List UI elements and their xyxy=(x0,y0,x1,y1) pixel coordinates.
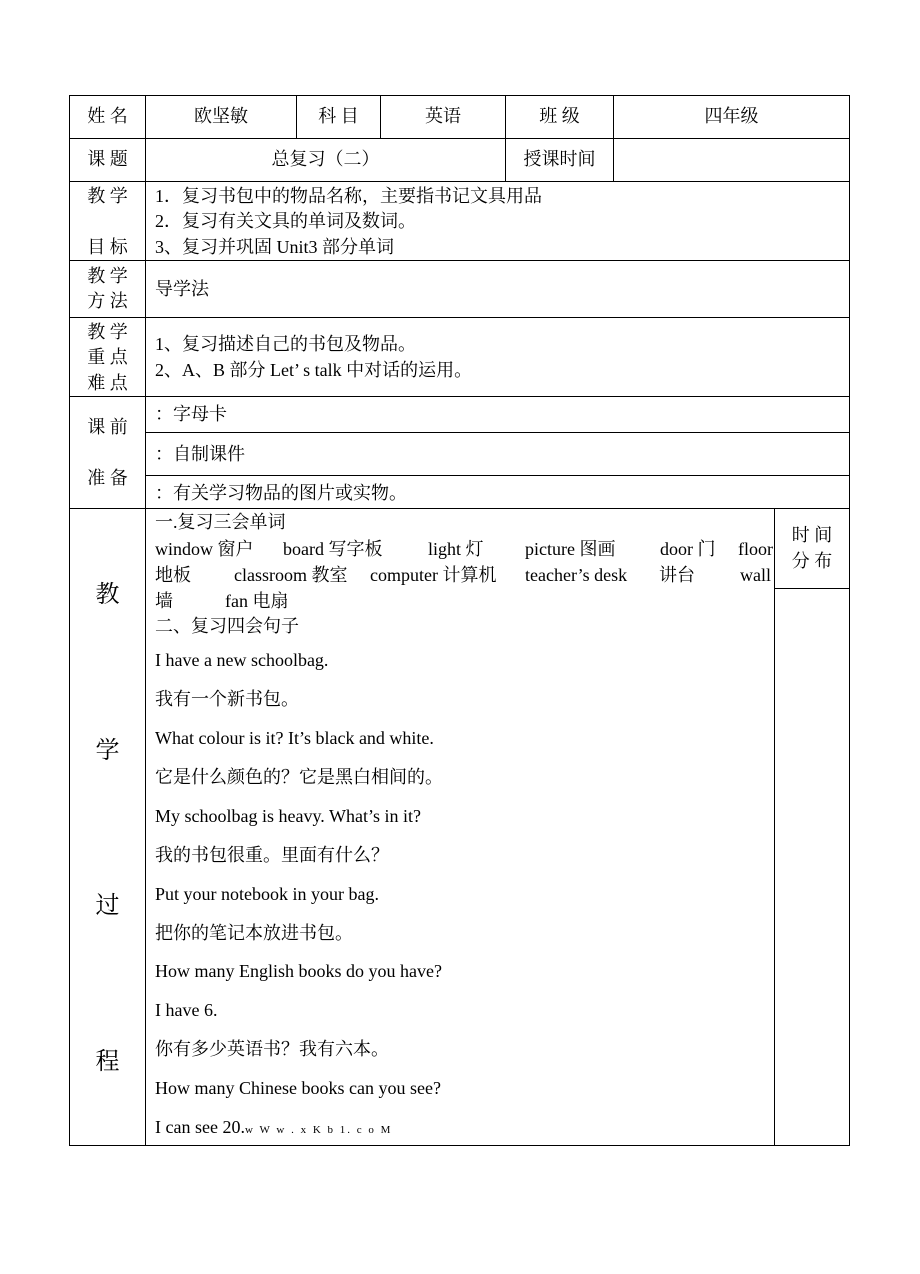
row-divider xyxy=(146,475,850,476)
objectives-label-line2: 目 标 xyxy=(87,237,128,257)
time-distribution-label-line1: 时 间 xyxy=(791,525,833,545)
row-divider xyxy=(69,317,850,318)
vocab-word: 墙 xyxy=(155,591,173,611)
objective-item: 3、复习并巩固 Unit3 部分单词 xyxy=(155,237,394,257)
vocab-word: door 门 xyxy=(660,539,716,559)
teaching-time-label: 授课时间 xyxy=(523,149,596,169)
vocab-word: light 灯 xyxy=(428,539,484,559)
vocab-word: board 写字板 xyxy=(283,539,383,559)
section-title-three-skill-words: 一.复习三会单词 xyxy=(155,512,286,532)
sentence-line: I have a new schoolbag. xyxy=(155,650,329,670)
subject-label: 科 目 xyxy=(318,106,359,126)
last-sentence: I can see 20. xyxy=(155,1117,245,1137)
class-value: 四年级 xyxy=(704,106,759,126)
row-divider xyxy=(69,508,850,509)
vocab-word: picture 图画 xyxy=(525,539,616,559)
sentence-line: My schoolbag is heavy. What’s in it? xyxy=(155,806,421,826)
row-divider xyxy=(69,396,850,397)
preparation-item: ：字母卡 xyxy=(155,404,227,424)
method-value: 导学法 xyxy=(155,279,209,299)
vocab-word: computer 计算机 xyxy=(370,565,497,585)
preparation-item: ：有关学习物品的图片或实物。 xyxy=(155,483,407,503)
table-border-bottom xyxy=(69,1145,850,1146)
subject-value: 英语 xyxy=(425,106,461,126)
vocab-word: floor xyxy=(738,539,773,559)
topic-value: 总复习（二） xyxy=(271,149,380,169)
time-distribution-label-line2: 分 布 xyxy=(791,551,833,571)
table-border-top xyxy=(69,95,850,96)
process-side-char: 程 xyxy=(95,1049,120,1075)
teacher-name: 欧坚敏 xyxy=(194,106,248,126)
key-points-label-line2: 重 点 xyxy=(87,347,128,367)
row-divider xyxy=(69,181,850,182)
sentence-line: Put your notebook in your bag. xyxy=(155,884,379,904)
sentence-line: How many Chinese books can you see? xyxy=(155,1078,441,1098)
process-side-char: 学 xyxy=(95,738,120,764)
vocab-word: 地板 xyxy=(155,565,191,585)
method-label-line1: 教 学 xyxy=(87,266,128,286)
sentence-line: 它是什么颜色的？它是黑白相间的。 xyxy=(155,767,443,787)
preparation-label-line1: 课 前 xyxy=(87,417,128,437)
process-side-char: 过 xyxy=(95,893,120,919)
section-title-four-skill-sentences: 二、复习四会句子 xyxy=(155,616,299,636)
vocab-word: 讲台 xyxy=(659,565,695,585)
preparation-label-line2: 准 备 xyxy=(87,468,128,488)
lesson-plan-table xyxy=(69,95,850,1146)
vocab-word: wall xyxy=(740,565,771,585)
topic-label: 课 题 xyxy=(87,149,128,169)
sentence-line: 我的书包很重。里面有什么？ xyxy=(155,845,389,865)
sentence-line: What colour is it? It’s black and white. xyxy=(155,728,434,748)
row-divider xyxy=(69,260,850,261)
preparation-item: ：自制课件 xyxy=(155,444,245,464)
objective-item: 1．复习书包中的物品名称，主要指书记文具用品 xyxy=(155,186,542,206)
sentence-line: How many English books do you have? xyxy=(155,961,442,981)
watermark-text: w W w . x K b 1. c o M xyxy=(244,1124,393,1136)
sentence-line xyxy=(155,1115,392,1142)
process-side-char: 教 xyxy=(95,582,120,608)
vocab-word: classroom 教室 xyxy=(234,565,348,585)
key-point-item: 2、A、B 部分 Let’ s talk 中对话的运用。 xyxy=(155,360,473,380)
sentence-line: 把你的笔记本放进书包。 xyxy=(155,923,353,943)
row-divider xyxy=(69,138,850,139)
row-divider xyxy=(774,588,850,589)
row-divider xyxy=(146,432,850,433)
name-label: 姓 名 xyxy=(87,106,128,126)
key-point-item: 1、复习描述自己的书包及物品。 xyxy=(155,334,416,354)
key-points-label-line1: 教 学 xyxy=(87,322,128,342)
sentence-line: 你有多少英语书？我有六本。 xyxy=(155,1039,389,1059)
vocab-word: window 窗户 xyxy=(155,539,254,559)
vocab-word: teacher’s desk xyxy=(525,565,628,585)
sentence-line: 我有一个新书包。 xyxy=(155,689,299,709)
objectives-label-line1: 教 学 xyxy=(87,186,128,206)
class-label: 班 级 xyxy=(539,106,580,126)
vocab-word: fan 电扇 xyxy=(225,591,289,611)
objective-item: 2．复习有关文具的单词及数词。 xyxy=(155,211,416,231)
method-label-line2: 方 法 xyxy=(87,291,128,311)
key-points-label-line3: 难 点 xyxy=(87,373,128,393)
sentence-line: I have 6. xyxy=(155,1000,218,1020)
column-divider xyxy=(774,508,775,1145)
table-border-right xyxy=(849,95,850,1146)
